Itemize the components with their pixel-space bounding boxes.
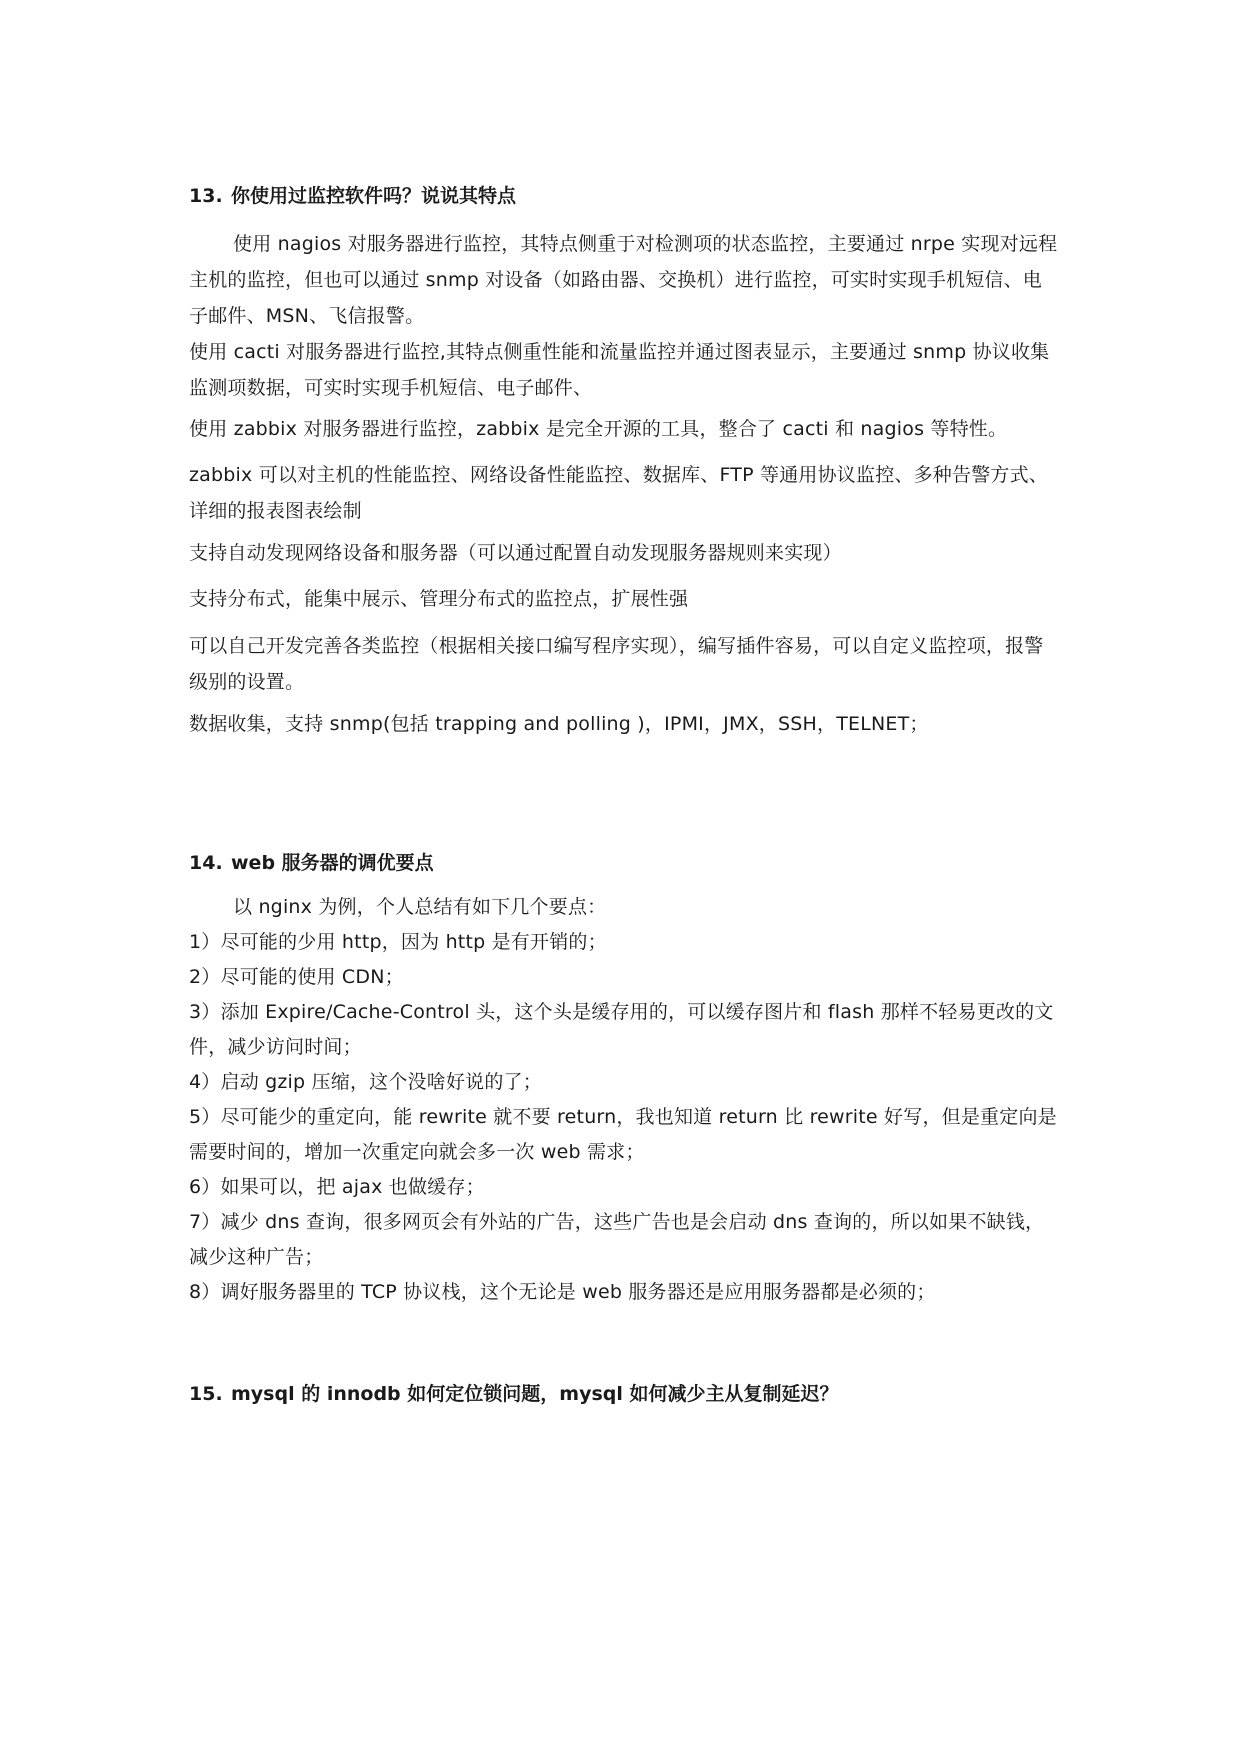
list-item: 6）如果可以，把 ajax 也做缓存； bbox=[189, 1176, 485, 1198]
s13-paragraph-auto-discovery: 支持自动发现网络设备和服务器（可以通过配置自动发现服务器规则来实现） bbox=[189, 542, 842, 564]
section-14-title: web 服务器的调优要点 bbox=[231, 852, 434, 874]
list-item: 7）减少 dns 查询，很多网页会有外站的广告，这些广告也是会启动 dns 查询的，所以如果不缺钱，减少这种广告； bbox=[189, 1211, 1045, 1268]
list-item: 1）尽可能的少用 http，因为 http 是有开销的； bbox=[189, 931, 607, 953]
section-13-title: 你使用过监控软件吗？说说其特点 bbox=[231, 185, 517, 207]
list-item: 2）尽可能的使用 CDN； bbox=[189, 966, 404, 988]
section-13-heading bbox=[189, 182, 516, 210]
s13-paragraph-distributed: 支持分布式，能集中展示、管理分布式的监控点，扩展性强 bbox=[189, 588, 689, 610]
section-14-heading bbox=[189, 849, 434, 877]
s13-paragraph-cacti: 使用 cacti 对服务器进行监控,其特点侧重性能和流量监控并通过图表显示，主要通过 snmp 协议收集监测项数据，可实时实现手机短信、电子邮件、 bbox=[189, 341, 1050, 399]
list-item: 3）添加 Expire/Cache-Control 头，这个头是缓存用的，可以缓存图片和 flash 那样不轻易更改的文件，减少访问时间； bbox=[189, 1001, 1054, 1058]
s13-paragraph-custom-monitoring: 可以自己开发完善各类监控（根据相关接口编写程序实现），编写插件容易，可以自定义监控项，报警级别的设置。 bbox=[189, 635, 1044, 693]
s14-intro: 以 nginx 为例，个人总结有如下几个要点： bbox=[233, 896, 607, 918]
section-15-heading bbox=[189, 1380, 839, 1408]
s13-paragraph-data-collection: 数据收集，支持 snmp(包括 trapping and polling )，IPMI，JMX，SSH，TELNET； bbox=[189, 713, 929, 735]
s13-paragraph-zabbix-features: zabbix 可以对主机的性能监控、网络设备性能监控、数据库、FTP 等通用协议监控、多种告警方式、详细的报表图表绘制 bbox=[189, 464, 1048, 522]
s13-paragraph-zabbix: 使用 zabbix 对服务器进行监控，zabbix 是完全开源的工具，整合了 cacti 和 nagios 等特性。 bbox=[189, 418, 1008, 440]
section-14-number: 14. bbox=[189, 852, 223, 874]
s13-paragraph-nagios: 使用 nagios 对服务器进行监控，其特点侧重于对检测项的状态监控，主要通过 nrpe 实现对远程主机的监控，但也可以通过 snmp 对设备（如路由器、交换机）进行监控，可实时实现手机短信、电子邮件、MSN、飞信报警。 bbox=[189, 233, 1058, 327]
list-item: 8）调好服务器里的 TCP 协议栈，这个无论是 web 服务器还是应用服务器都是必须的； bbox=[189, 1281, 936, 1303]
s14-tuning-list bbox=[189, 890, 1059, 1310]
section-15-number: 15. bbox=[189, 1383, 223, 1405]
list-item: 5）尽可能少的重定向，能 rewrite 就不要 return，我也知道 return 比 rewrite 好写，但是重定向是需要时间的，增加一次重定向就会多一次 web 需求； bbox=[189, 1106, 1057, 1163]
section-15-title: mysql 的 innodb 如何定位锁问题，mysql 如何减少主从复制延迟？ bbox=[231, 1383, 839, 1405]
list-item: 4）启动 gzip 压缩，这个没啥好说的了； bbox=[189, 1071, 542, 1093]
section-13-number: 13. bbox=[189, 185, 223, 207]
